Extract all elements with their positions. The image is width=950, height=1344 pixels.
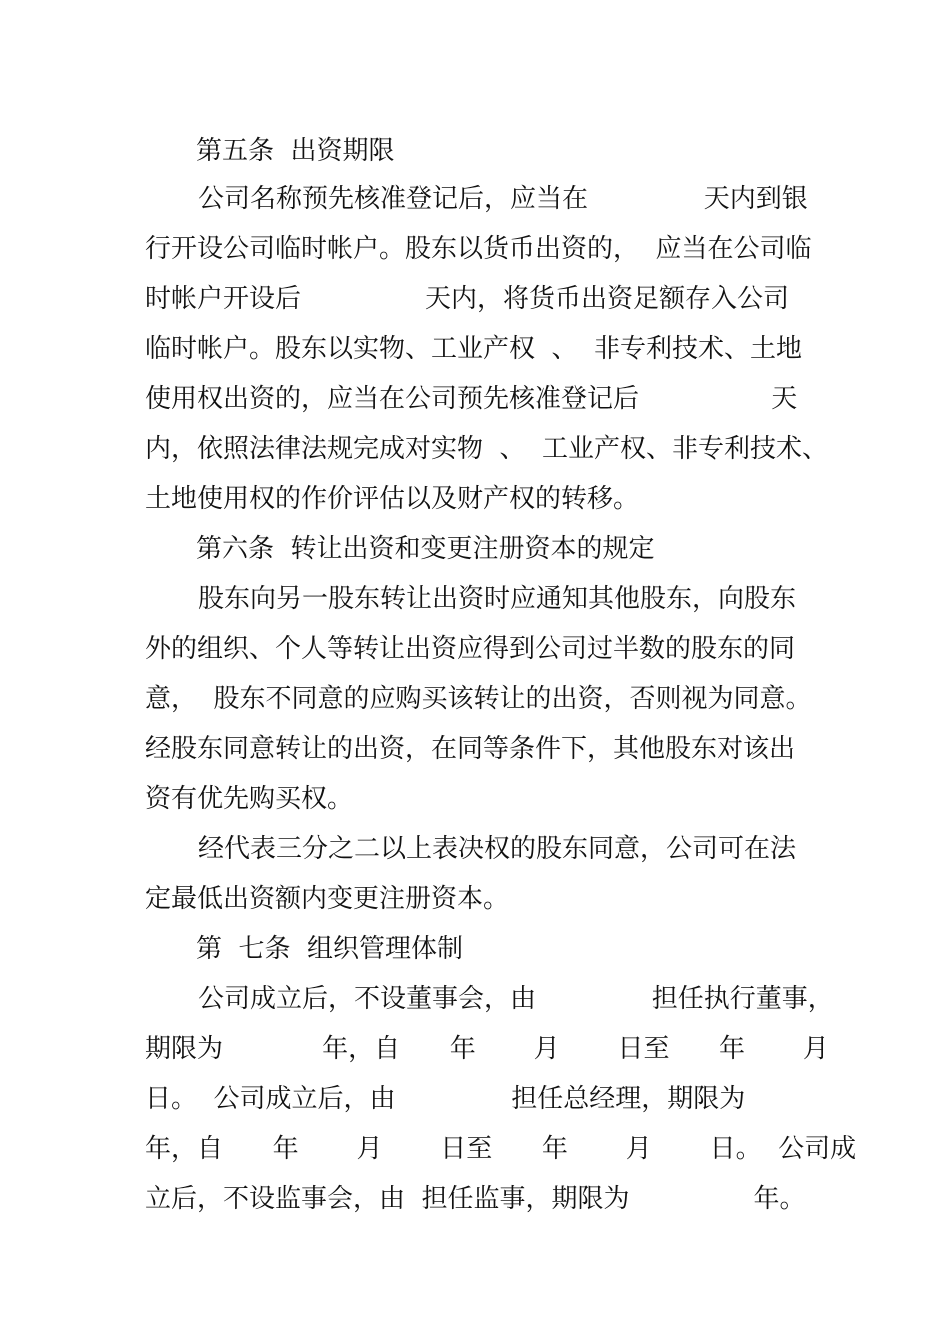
paragraph-line: 外的组织、个人等转让出资应得到公司过半数的股东的同: [145, 634, 796, 664]
paragraph-line: 公司名称预先核准登记后，应当在 天内到银: [198, 184, 808, 214]
paragraph-line: 年，自 年 月 日至 年 月 日。 公司成: [145, 1134, 857, 1164]
paragraph-line: 内，依照法律法规完成对实物 、 工业产权、非专利技术、: [145, 434, 829, 464]
paragraph-line: 股东向另一股东转让出资时应通知其他股东，向股东: [198, 584, 797, 614]
paragraph-line: 经股东同意转让的出资，在同等条件下，其他股东对该出: [145, 734, 796, 764]
paragraph-line: 临时帐户。股东以实物、工业产权 、 非专利技术、土地: [145, 334, 803, 364]
paragraph-line: 期限为 年，自 年 月 日至 年 月: [145, 1034, 829, 1064]
paragraph-line: 土地使用权的作价评估以及财产权的转移。: [145, 484, 640, 514]
paragraph-line: 时帐户开设后 天内，将货币出资足额存入公司: [145, 284, 789, 314]
paragraph-line: 定最低出资额内变更注册资本。: [145, 884, 510, 914]
paragraph-line: 使用权出资的，应当在公司预先核准登记后 天: [145, 384, 798, 414]
paragraph-line: 行开设公司临时帐户。股东以货币出资的， 应当在公司临: [145, 234, 812, 264]
article-5-heading: 第五条 出资期限: [196, 136, 395, 166]
paragraph-line: 公司成立后，不设董事会，由 担任执行董事，: [198, 984, 834, 1014]
article-6-heading: 第六条 转让出资和变更注册资本的规定: [196, 534, 655, 564]
article-7-heading: 第 七条 组织管理体制: [196, 934, 464, 964]
paragraph-line: 日。 公司成立后，由 担任总经理，期限为: [145, 1084, 746, 1114]
paragraph-line: 立后，不设监事会，由 担任监事，期限为 年。: [145, 1184, 806, 1214]
paragraph-line: 资有优先购买权。: [145, 784, 354, 814]
paragraph-line: 意， 股东不同意的应购买该转让的出资，否则视为同意。: [145, 684, 812, 714]
paragraph-line: 经代表三分之二以上表决权的股东同意，公司可在法: [198, 834, 797, 864]
